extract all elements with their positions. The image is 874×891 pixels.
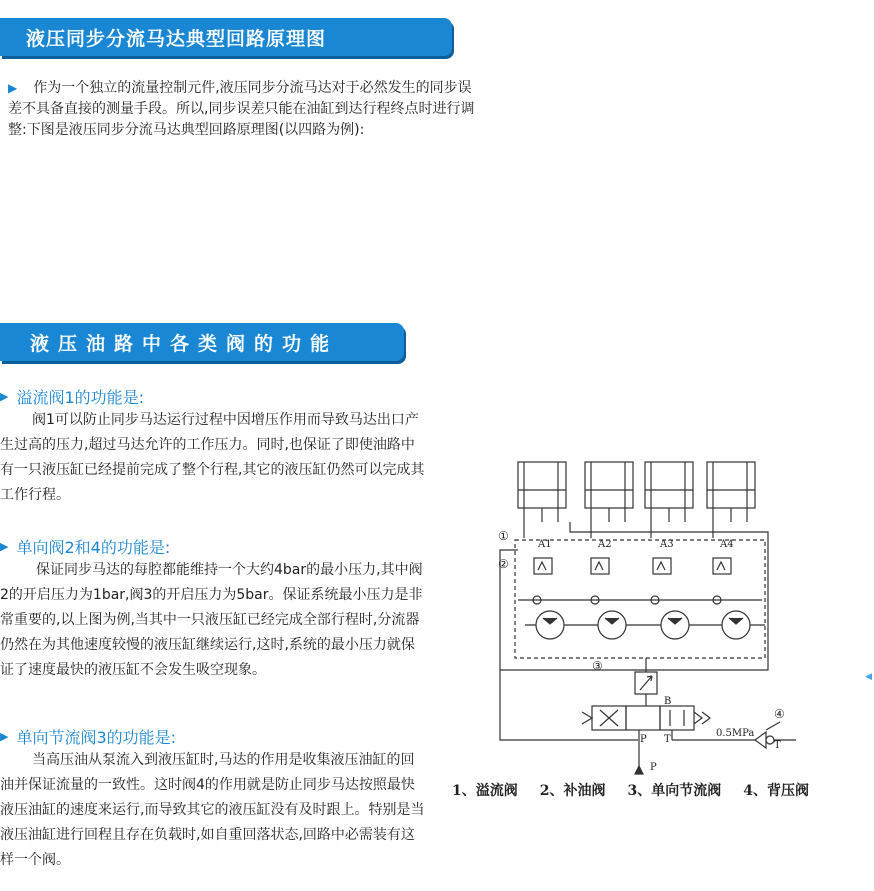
- intro-text: 作为一个独立的流量控制元件,液压同步分流马达对于必然发生的同步误差不具备直接的测量手段。所以,同步误差只能在油缸到达行程终点时进行调整:下图是液压同步分流马达典型回路原理图(以四路为例):: [8, 80, 475, 138]
- label-a4: A4: [720, 539, 734, 550]
- banner-title: 液压同步分流马达典型回路原理图: [26, 27, 327, 50]
- bullet-arrow-icon: ▶: [8, 81, 18, 95]
- label-b: B: [664, 696, 672, 707]
- scroll-arrow-icon[interactable]: ◀: [865, 672, 872, 682]
- heading-text: 单向节流阀3的功能是:: [16, 728, 177, 747]
- flow-divider-motors: [525, 611, 765, 639]
- heading-text: 溢流阀1的功能是:: [16, 388, 145, 407]
- directional-valve: [582, 706, 710, 730]
- section-body-check-valve: [0, 558, 428, 683]
- section-heading-check-valve: [0, 535, 170, 558]
- section-body-throttle-valve: [0, 748, 428, 873]
- section-banner-valves: [0, 323, 404, 361]
- throttle-valve: [635, 672, 657, 694]
- label-p: P: [640, 734, 647, 745]
- label-t2: T: [774, 740, 781, 751]
- banner-title: 液压油路中各类阀的功能: [30, 332, 339, 355]
- legend-item: 2、补油阀: [539, 783, 606, 799]
- relief-valve-group: [534, 558, 731, 574]
- legend-item: 1、溢流阀: [452, 783, 518, 799]
- hydraulic-circuit-diagram: [440, 430, 870, 780]
- intro-paragraph: [8, 78, 478, 141]
- body-text: 当高压油从泵流入到液压缸时,马达的作用是收集液压油缸的回油并保证流量的一致性。这时阀4的作用就是防止同步马达按照最快液压油缸的速度来运行,而导致其它的液压缸没有及时跟上。特别是当液压油缸进行回程且存在负载时,如自重回落状态,回路中必需装有这样一个阀。: [0, 752, 425, 868]
- section-heading-throttle-valve: [0, 725, 176, 748]
- heading-text: 单向阀2和4的功能是:: [16, 538, 171, 557]
- section-body-relief-valve: [0, 408, 428, 508]
- bullet-triangle-icon: ▶: [0, 730, 9, 743]
- label-a2: A2: [598, 539, 612, 550]
- legend-item: 3、单向节流阀: [627, 783, 722, 799]
- legend-item: 4、背压阀: [743, 783, 809, 799]
- body-text: 阀1可以防止同步马达运行过程中因增压作用而导致马达出口产生过高的压力,超过马达允许的工作压力。同时,也保证了即使油路中有一只液压缸已经提前完成了整个行程,其它的液压缸仍然可以完成其工作行程。: [0, 412, 425, 503]
- label-3: ③: [592, 659, 603, 673]
- label-p2: P: [650, 762, 657, 773]
- label-2: ②: [498, 557, 509, 571]
- label-pressure: 0.5MPa: [716, 728, 755, 739]
- section-banner-schematic: [0, 18, 452, 56]
- label-a3: A3: [660, 539, 674, 550]
- diagram-legend: [452, 780, 862, 800]
- label-a1: A1: [538, 539, 552, 550]
- cylinder-group: [518, 462, 755, 522]
- label-4: ④: [774, 707, 785, 721]
- bullet-triangle-icon: ▶: [0, 540, 9, 553]
- label-1: ①: [498, 529, 509, 543]
- body-text: 保证同步马达的每腔都能维持一个大约4bar的最小压力,其中阀2的开启压力为1bar,阀3的开启压力为5bar。保证系统最小压力是非常重要的,以上图为例,当其中一只液压缸已经完成全部行程时,分流器仍然在为其他速度较慢的液压缸继续运行,这时,系统的最小压力就保证了速度最快的液压缸不会发生吸空现象。: [0, 562, 423, 678]
- label-t: T: [664, 734, 671, 745]
- bullet-triangle-icon: ▶: [0, 390, 9, 403]
- section-heading-relief-valve: [0, 385, 144, 408]
